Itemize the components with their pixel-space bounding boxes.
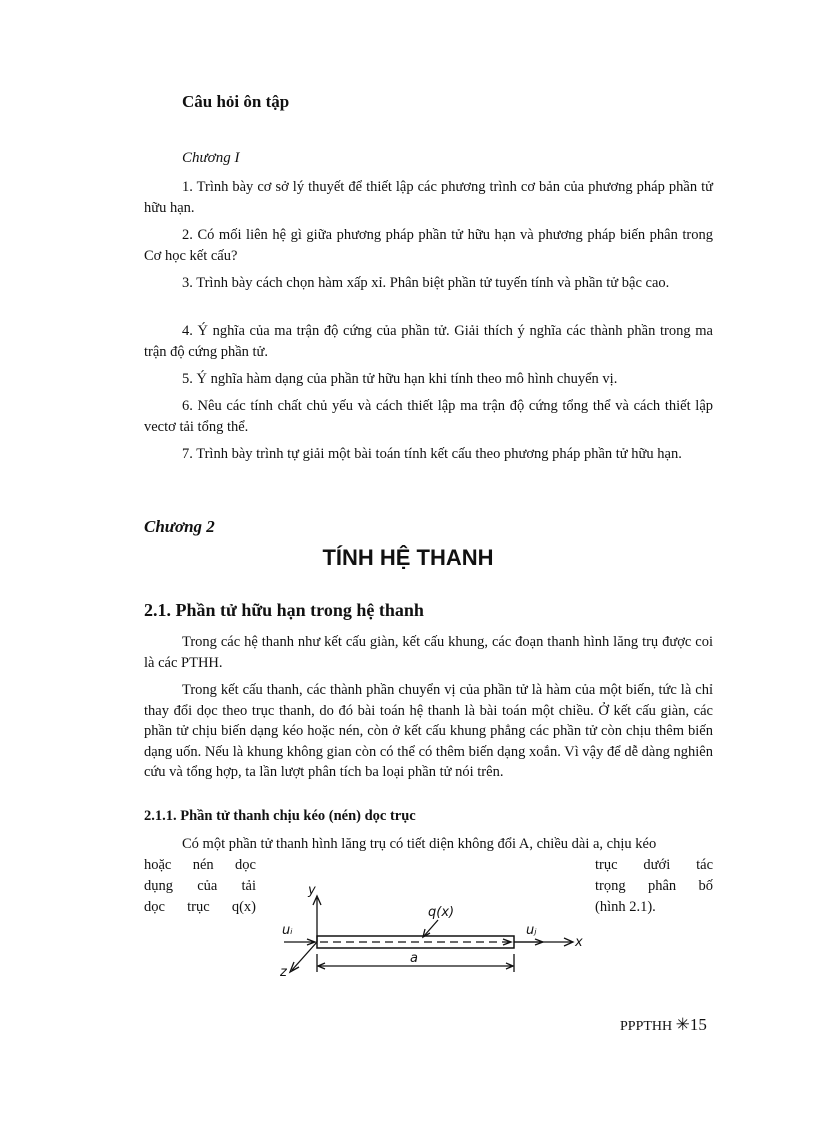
wrap-right-line: trục dưới tác <box>595 857 713 873</box>
y-label: y <box>308 883 316 898</box>
subsection-intro: Có một phần tử thanh hình lăng trụ có tiết diện không đổi A, chiều dài a, chịu kéo <box>182 836 657 852</box>
bar-element-figure <box>270 880 590 990</box>
wrap-left-line: dụng của tải <box>144 878 256 894</box>
chapter-1-label: Chương I <box>182 150 240 166</box>
section-paragraph: Trong kết cấu thanh, các thành phần chuyển vị của phần tử là hàm của một biến, tức là chỉ thay đổi dọc theo trục thanh, do đó bài toán hệ thanh là bài toán một chiều. Ở kết cấu giàn, các phần tử chịu biến dạng kéo hoặc nén, còn ở kết cấu khung phẳng các phần tử còn chịu thêm biến dạng uốn. Nếu là khung không gian còn có thể có thêm biến dạng xoắn. Vì vậy để dễ dàng nghiên cứu và tổng hợp, ta lần lượt phân tích ba loại phần tử nói trên. <box>144 682 713 780</box>
question-1: 1. Trình bày cơ sở lý thuyết để thiết lập các phương trình cơ bản của phương pháp phần tử hữu hạn. <box>144 179 713 216</box>
page-footer <box>620 1015 707 1035</box>
ui-label: uᵢ <box>282 923 293 938</box>
section-paragraph: Trong các hệ thanh như kết cấu giàn, kết cấu khung, các đoạn thanh hình lăng trụ được coi là các PTHH. <box>144 634 713 671</box>
wrap-left-line: dọc trục q(x) <box>144 899 256 915</box>
question-3: 3. Trình bày cách chọn hàm xấp xỉ. Phân biệt phần tử tuyến tính và phần tử bậc cao. <box>182 275 670 291</box>
wrap-left-line: hoặc nén dọc <box>144 857 256 873</box>
uj-label: uⱼ <box>526 923 537 938</box>
question-6: 6. Nêu các tính chất chủ yếu và cách thiết lập ma trận độ cứng tổng thể và cách thiết lập vectơ tải tổng thể. <box>144 398 713 435</box>
q-leader <box>424 920 438 936</box>
footer-star-icon: ✳ <box>675 1015 690 1034</box>
question-5: 5. Ý nghĩa hàm dạng của phần tử hữu hạn khi tính theo mô hình chuyển vị. <box>182 371 618 387</box>
section-title: 2.1. Phần tử hữu hạn trong hệ thanh <box>144 600 424 620</box>
subsection-title: 2.1.1. Phần tử thanh chịu kéo (nén) dọc trục <box>144 808 416 824</box>
footer-text: PPPTHH <box>620 1019 673 1034</box>
review-title: Câu hỏi ôn tập <box>182 92 290 111</box>
question-4: 4. Ý nghĩa của ma trận độ cứng của phần tử. Giải thích ý nghĩa các thành phần trong ma trận độ cứng phần tử. <box>144 323 713 360</box>
wrap-right-line: (hình 2.1). <box>595 899 656 915</box>
chapter-2-label: Chương 2 <box>144 517 215 536</box>
question-7: 7. Trình bày trình tự giải một bài toán tính kết cấu theo phương pháp phần tử hữu hạn. <box>182 446 682 462</box>
chapter-2-title: TÍNH HỆ THANH <box>322 545 494 570</box>
q-label: q(x) <box>428 905 455 920</box>
page-number: 15 <box>689 1015 707 1034</box>
length-label: a <box>410 951 418 966</box>
wrap-right-line: trọng phân bố <box>595 878 713 894</box>
z-label: z <box>280 965 287 980</box>
question-2: 2. Có mối liên hệ gì giữa phương pháp phần tử hữu hạn và phương pháp biến phân trong Cơ học kết cấu? <box>144 227 713 264</box>
z-axis <box>292 942 317 970</box>
x-label: x <box>575 935 583 950</box>
